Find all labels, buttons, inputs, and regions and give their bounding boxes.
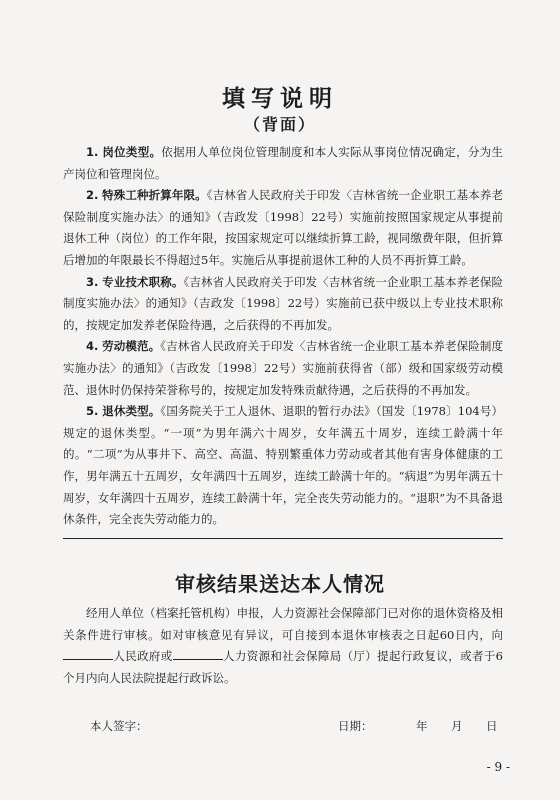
item-term: 劳动模范。 [102, 339, 161, 354]
government-blank-field[interactable] [63, 647, 113, 660]
item-term: 特殊工种折算年限。 [102, 188, 207, 203]
item-term: 退休类型。 [102, 404, 161, 419]
signature-label: 本人签字： [90, 719, 148, 733]
instruction-item [63, 272, 503, 337]
item-number: 3. [86, 274, 99, 289]
item-text: 《吉林省人民政府关于印发〈吉林省统一企业职工基本养老保险制度实施办法〉的通知》（吉政发〔1998〕22号）实施前获得省（部）级和国家级劳动模范、退休时仍保持荣誉称号的，按规定加发特殊贡献待遇，之后获得的不再加发。 [63, 339, 504, 397]
item-text: 《国务院关于工人退休、退职的暂行办法》（国发〔1978〕104号）规定的退休类型。“一项”为男年满六十周岁，女年满五十周岁，连续工龄满十年的。“二项”为从事井下、高空、高温、特别繁重体力劳动或者其他有害身体健康的工作，男年满五十五周岁，女年满四十五周岁，连续工龄满十年的。“病退”为男年满五十周岁，女年满四十五周岁，连续工龄满十年，完全丧失劳动能力的。“退职”为不具备退休条件，完全丧失劳动能力的。 [63, 404, 504, 527]
item-number: 1. [86, 145, 99, 159]
page-title: 填写说明 [222, 85, 338, 112]
page-number: - 9 - [486, 760, 510, 774]
item-text: 《吉林省人民政府关于印发〈吉林省统一企业职工基本养老保险制度实施办法〉的通知》（吉政发〔1998〕22号）实施前已获中级以上专业技术职称的，按规定加发养老保险待遇，之后获得的不再加发。 [63, 274, 504, 332]
instruction-item [63, 142, 503, 185]
review-notice-paragraph [63, 603, 503, 689]
date-label: 日期： [338, 719, 373, 733]
instruction-list [63, 142, 503, 531]
bureau-blank-field[interactable] [173, 647, 223, 660]
notice-text: 人民政府或 [113, 649, 173, 664]
section-heading: 审核结果送达本人情况 [175, 572, 385, 596]
notice-text: 经用人单位（档案托管机构）申报，人力资源社会保障部门已对你的退休资格及相关条件进行审核。如对审核意见有异议，可自接到本退休审核表之日起60日内，向 [63, 606, 503, 642]
item-text: 《吉林省人民政府关于印发〈吉林省统一企业职工基本养老保险制度实施办法〉的通知》（吉政发〔1998〕22号）实施前按照国家规定从事提前退休工种（岗位）的工作年限，按国家规定可以继续折算工龄，视同缴费年限，但折算后增加的年限最长不得超过5年。实施后从事提前退休工种的人员不再折算工龄。 [63, 188, 504, 267]
item-number: 2. [86, 188, 99, 203]
notice-text: 人力资源和社会保障局（厅）提起行政复议，或者于6个月内向人民法院提起行政诉讼。 [63, 649, 503, 685]
instruction-item [63, 336, 503, 401]
item-number: 4. [86, 339, 99, 354]
month-label: 月 [451, 719, 463, 733]
instruction-item [63, 401, 503, 531]
section-divider [63, 538, 503, 539]
item-term: 专业技术职称。 [102, 274, 184, 289]
year-label: 年 [416, 719, 428, 733]
item-number: 5. [86, 404, 99, 419]
instruction-item [63, 185, 503, 271]
day-label: 日 [486, 719, 498, 733]
item-text: 依据用人单位岗位管理制度和本人实际从事岗位情况确定，分为生产岗位和管理岗位。 [63, 145, 504, 181]
page-subtitle: （背面） [243, 115, 316, 134]
item-term: 岗位类型。 [102, 145, 162, 159]
